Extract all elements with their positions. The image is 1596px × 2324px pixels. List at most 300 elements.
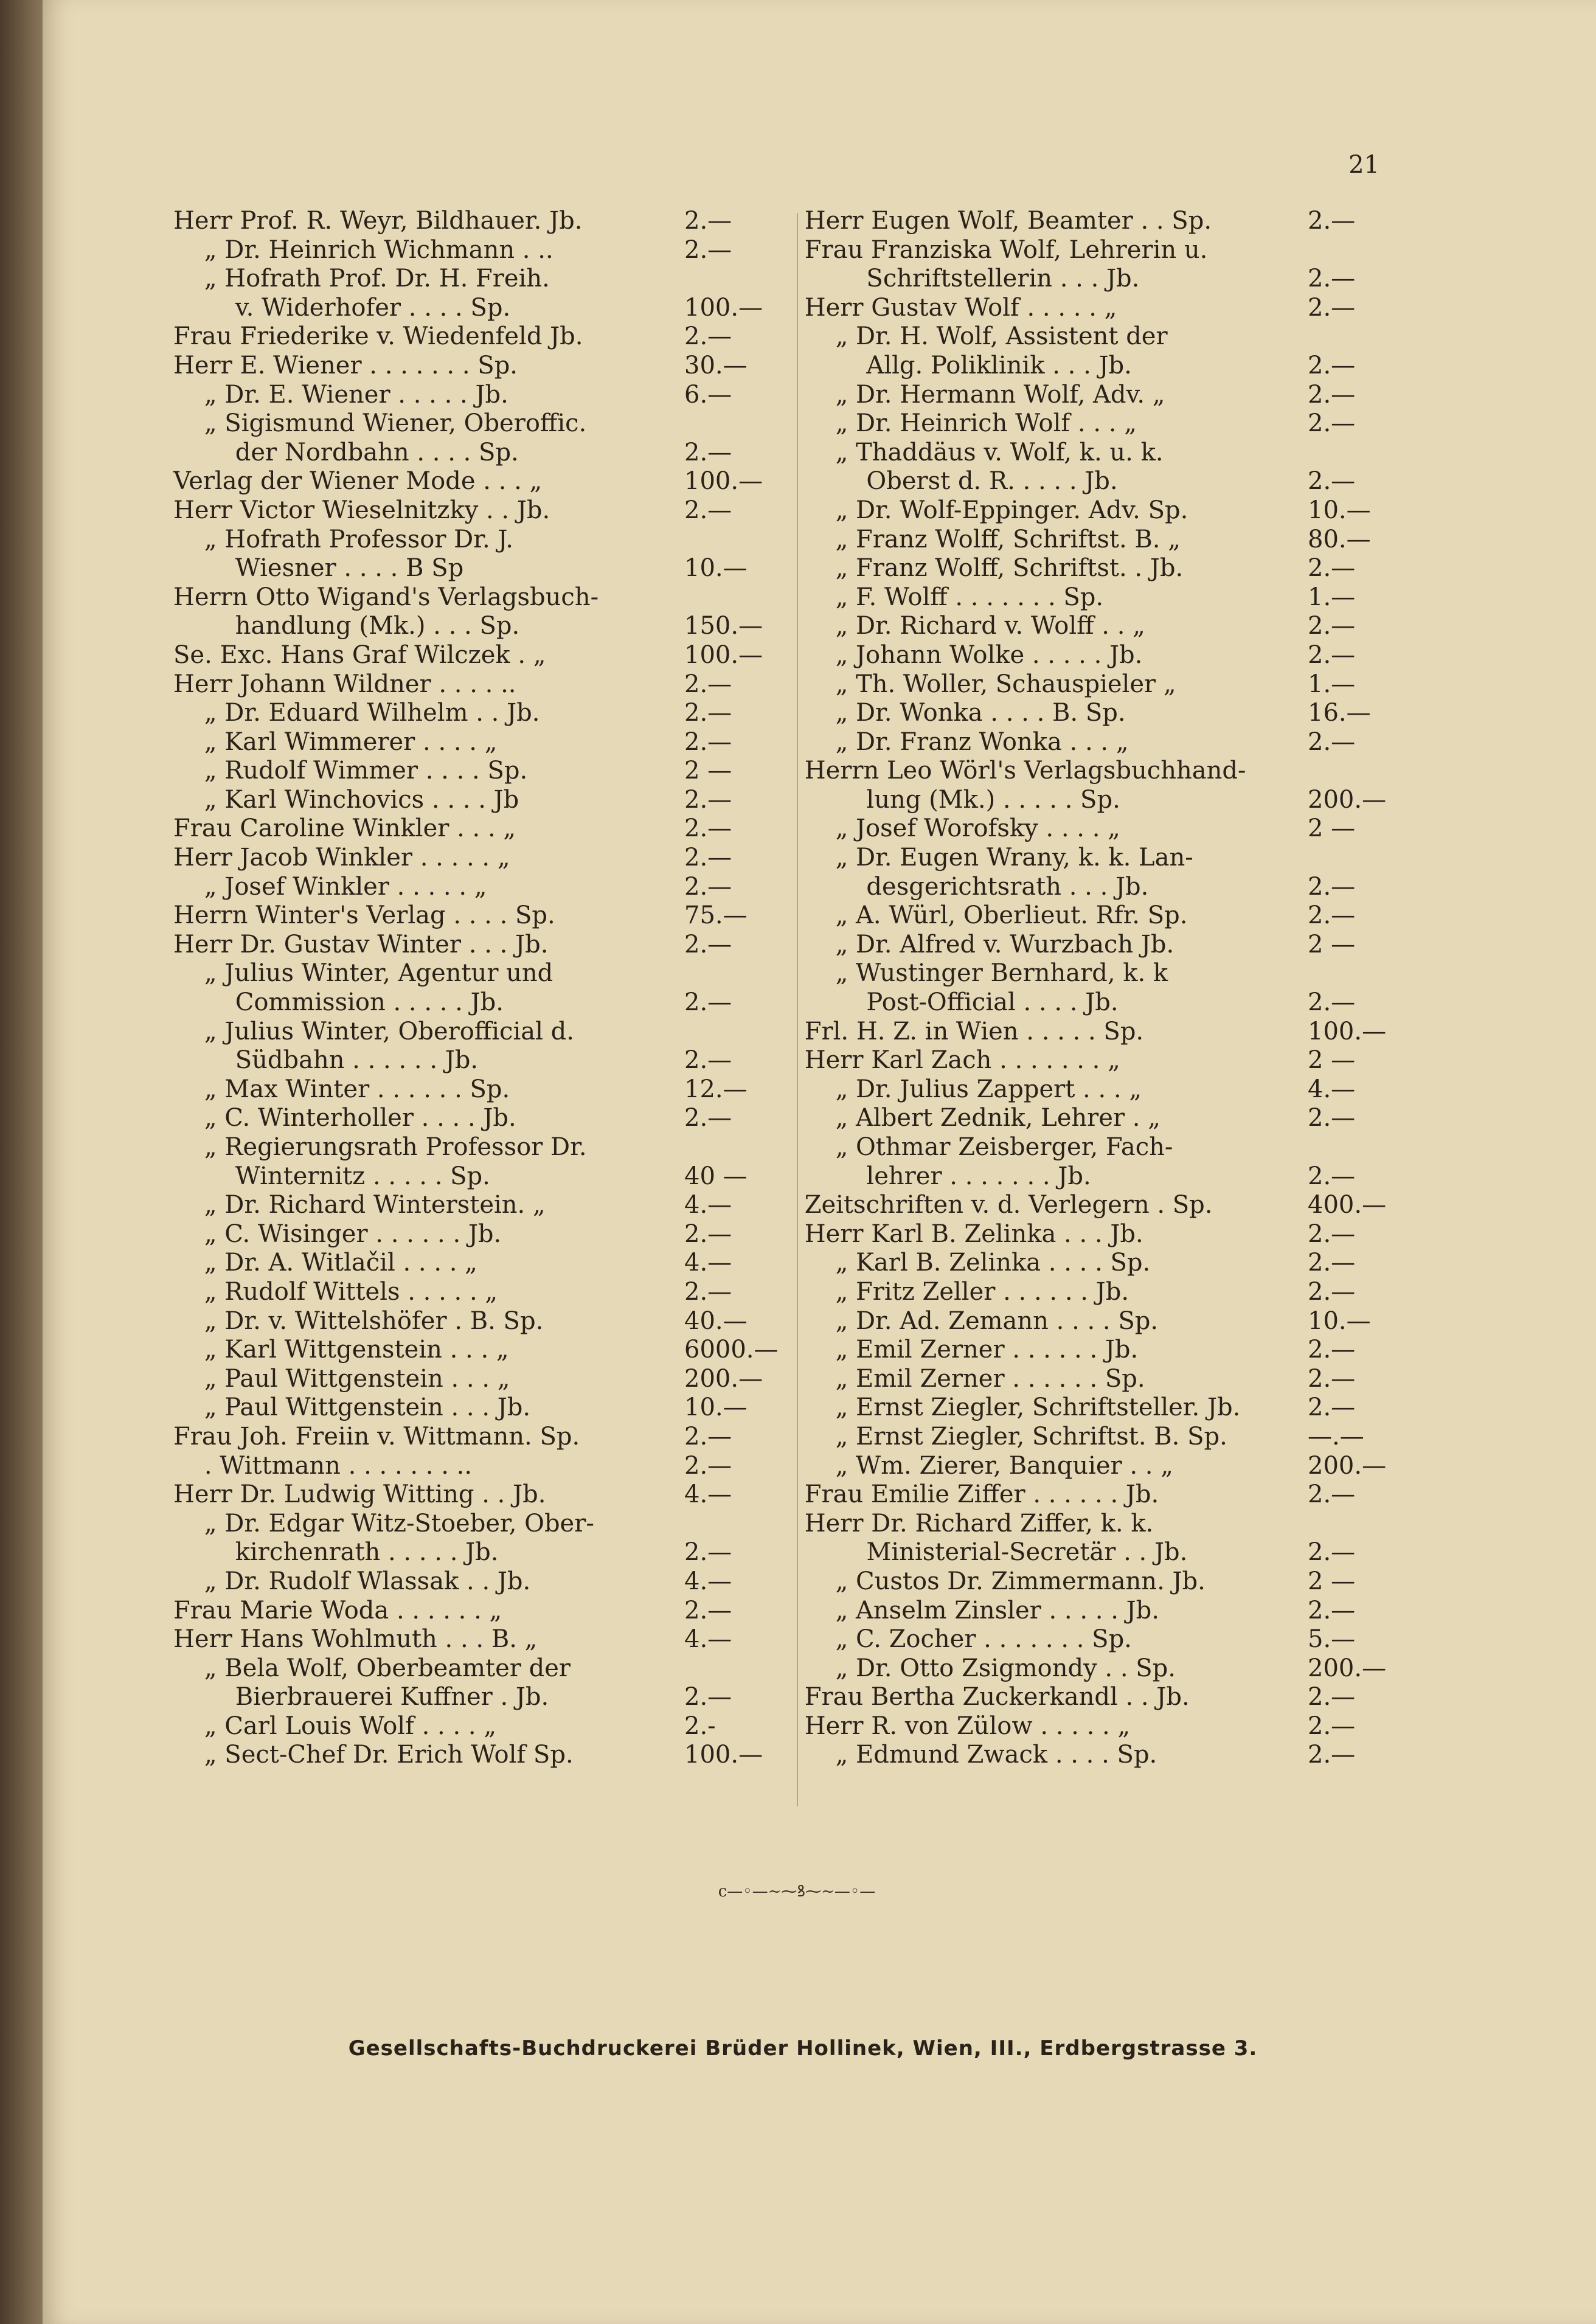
donor-name: „ Emil Zerner . . . . . . Jb.	[797, 1336, 1139, 1364]
list-entry	[173, 988, 782, 1018]
left-column	[173, 207, 782, 1770]
donation-amount: 40 —	[684, 1162, 748, 1190]
list-entry	[173, 1597, 782, 1626]
list-entry	[173, 1191, 782, 1220]
list-entry	[797, 1712, 1405, 1741]
list-entry	[173, 1654, 782, 1684]
donor-name: Zeitschriften v. d. Verlegern . Sp.	[797, 1191, 1213, 1219]
list-entry	[797, 1567, 1405, 1597]
list-entry	[797, 1480, 1405, 1510]
donor-name: „ Karl Wittgenstein . . . „	[173, 1336, 509, 1364]
donor-name: „ Dr. Hermann Wolf, Adv. „	[797, 380, 1165, 409]
donation-amount: 2.—	[1308, 1741, 1356, 1769]
donation-amount: 80.—	[1308, 525, 1371, 553]
donor-name: „ Sect-Chef Dr. Erich Wolf Sp.	[173, 1741, 574, 1769]
ornament-divider	[669, 1882, 925, 1901]
donor-name: Herr Karl B. Zelinka . . . Jb.	[797, 1219, 1143, 1248]
donation-amount: 200.—	[1308, 1451, 1387, 1480]
list-entry	[173, 294, 782, 323]
donor-name: „ Rudolf Wittels . . . . . „	[173, 1277, 498, 1306]
list-entry	[173, 1538, 782, 1567]
donation-amount: 200.—	[1308, 1654, 1387, 1682]
donor-name: Herr Gustav Wolf . . . . . „	[797, 293, 1117, 322]
donor-name: „ Franz Wolff, Schriftst. B. „	[797, 525, 1181, 553]
donation-amount: 2.—	[1308, 872, 1356, 901]
list-entry	[173, 901, 782, 931]
list-entry	[173, 641, 782, 670]
list-entry	[797, 352, 1405, 381]
donor-name: „ Dr. E. Wiener . . . . . Jb.	[173, 380, 508, 409]
list-entry	[173, 1423, 782, 1452]
donor-name: lung (Mk.) . . . . . Sp.	[797, 785, 1120, 814]
donor-name: Herrn Winter's Verlag . . . . Sp.	[173, 901, 555, 930]
list-entry	[797, 381, 1405, 410]
donor-name: „ Dr. Otto Zsigmondy . . Sp.	[797, 1654, 1176, 1682]
list-entry	[797, 1393, 1405, 1423]
list-entry	[797, 1191, 1405, 1220]
donor-name: Frau Caroline Winkler . . . „	[173, 814, 516, 843]
list-entry	[797, 207, 1405, 236]
donation-amount: 2.—	[1308, 1336, 1356, 1364]
donation-amount: 4.—	[1308, 1075, 1356, 1103]
list-entry	[173, 1567, 782, 1597]
donation-amount: 5.—	[1308, 1625, 1356, 1654]
book-gutter	[0, 0, 43, 2324]
donor-name: Herr Johann Wildner . . . . ..	[173, 670, 516, 698]
donor-name: Herr Eugen Wolf, Beamter . . Sp.	[797, 207, 1212, 235]
list-entry	[797, 844, 1405, 873]
list-entry	[173, 1452, 782, 1481]
donation-amount: 2.—	[1308, 1712, 1356, 1740]
donor-name: „ Dr. Julius Zappert . . . „	[797, 1075, 1142, 1103]
list-entry	[797, 1741, 1405, 1770]
donation-amount: 4.—	[684, 1625, 732, 1654]
donation-amount: 2.—	[1308, 901, 1356, 930]
donor-name: „ Wustinger Bernhard, k. k	[797, 959, 1168, 988]
donation-amount: 2.—	[684, 1538, 732, 1567]
donation-amount: 2.—	[1308, 612, 1356, 640]
donor-name: Verlag der Wiener Mode . . . „	[173, 467, 543, 496]
donation-amount: 2.—	[1308, 1249, 1356, 1277]
list-entry	[797, 409, 1405, 439]
donation-amount: 2 —	[1308, 1567, 1356, 1595]
donor-name: Wiesner . . . . B Sp	[173, 554, 464, 583]
donation-amount: 2.—	[684, 727, 732, 756]
list-entry	[173, 1625, 782, 1654]
donor-name: Herr Dr. Richard Ziffer, k. k.	[797, 1509, 1154, 1538]
donation-amount: 2.—	[1308, 1393, 1356, 1422]
donation-amount: 6.—	[684, 380, 732, 409]
donor-name: „ Ernst Ziegler, Schriftst. B. Sp.	[797, 1422, 1227, 1451]
printer-imprint: Gesellschafts-Buchdruckerei Brüder Hollinek, Wien, III., Erdbergstrasse 3.	[348, 2036, 1258, 2061]
donor-name: Frau Marie Woda . . . . . . „	[173, 1596, 502, 1625]
list-entry	[173, 1249, 782, 1278]
list-entry	[173, 670, 782, 699]
donor-name: „ Albert Zednik, Lehrer . „	[797, 1104, 1161, 1133]
donor-name: „ Johann Wolke . . . . . Jb.	[797, 640, 1143, 669]
donor-name: Herrn Leo Wörl's Verlagsbuchhand-	[797, 757, 1246, 785]
list-entry	[797, 294, 1405, 323]
donor-name: „ Fritz Zeller . . . . . . Jb.	[797, 1277, 1129, 1306]
list-entry	[173, 959, 782, 988]
donor-name: „ Anselm Zinsler . . . . . Jb.	[797, 1596, 1159, 1625]
donation-amount: 400.—	[1308, 1191, 1387, 1219]
list-entry	[797, 699, 1405, 728]
donation-amount: 2 —	[1308, 814, 1356, 843]
donor-name: „ Dr. Franz Wonka . . . „	[797, 727, 1129, 756]
donation-amount: 30.—	[684, 351, 748, 380]
donor-name: „ Max Winter . . . . . . Sp.	[173, 1075, 510, 1103]
donor-name: „ Carl Louis Wolf . . . . „	[173, 1712, 497, 1740]
donation-amount: 2.—	[684, 438, 732, 467]
list-entry	[797, 1365, 1405, 1394]
list-entry	[173, 1741, 782, 1770]
list-entry	[173, 409, 782, 439]
donor-name: Herr R. von Zülow . . . . . „	[797, 1712, 1131, 1740]
donor-name: „ Josef Worofsky . . . . „	[797, 814, 1120, 843]
donation-amount: 2.—	[684, 496, 732, 524]
donor-name: desgerichtsrath . . . Jb.	[797, 872, 1149, 901]
donor-name: „ Edmund Zwack . . . . Sp.	[797, 1741, 1157, 1769]
donation-amount: 4.—	[684, 1480, 732, 1509]
list-entry	[797, 236, 1405, 265]
donor-name: „ Custos Dr. Zimmermann. Jb.	[797, 1567, 1206, 1595]
donation-amount: 2.—	[684, 1596, 732, 1625]
donor-name: „ Emil Zerner . . . . . . Sp.	[797, 1364, 1145, 1393]
donor-name: der Nordbahn . . . . Sp.	[173, 438, 519, 467]
donation-amount: 2.—	[1308, 1596, 1356, 1625]
donation-amount: 2 —	[684, 757, 732, 785]
donation-amount: 1.—	[1308, 670, 1356, 698]
list-entry	[173, 496, 782, 526]
donor-name: „ Dr. Heinrich Wolf . . . „	[797, 409, 1137, 438]
list-entry	[797, 814, 1405, 844]
donation-amount: 2.—	[1308, 727, 1356, 756]
donation-amount: 2.—	[684, 1219, 732, 1248]
donor-name: „ Thaddäus v. Wolf, k. u. k.	[797, 438, 1164, 467]
list-entry	[173, 931, 782, 960]
list-entry	[797, 1046, 1405, 1075]
donor-name: „ Franz Wolff, Schriftst. . Jb.	[797, 554, 1184, 583]
donation-amount: 10.—	[684, 554, 748, 583]
donor-name: Bierbrauerei Kuffner . Jb.	[173, 1683, 549, 1712]
donor-name: „ Dr. Edgar Witz-Stoeber, Ober-	[173, 1509, 594, 1538]
list-entry	[797, 554, 1405, 583]
donation-amount: 100.—	[1308, 1017, 1387, 1046]
donor-name: „ C. Wisinger . . . . . . Jb.	[173, 1219, 502, 1248]
list-entry	[797, 322, 1405, 352]
donor-name: „ Dr. Alfred v. Wurzbach Jb.	[797, 930, 1174, 959]
list-entry	[173, 1220, 782, 1249]
donor-name: „ F. Wolff . . . . . . . Sp.	[797, 583, 1104, 611]
donor-name: „ Dr. Wonka . . . . B. Sp.	[797, 699, 1126, 727]
donation-amount: 2.—	[684, 930, 732, 959]
list-entry	[173, 265, 782, 294]
list-entry	[173, 554, 782, 583]
donor-name: Frau Franziska Wolf, Lehrerin u.	[797, 235, 1208, 264]
donor-name: „ A. Würl, Oberlieut. Rfr. Sp.	[797, 901, 1188, 930]
donation-amount: 2.—	[1308, 1219, 1356, 1248]
donor-name: „ Dr. Richard Winterstein. „	[173, 1191, 546, 1219]
donation-amount: 2.—	[1308, 409, 1356, 438]
donation-amount: 2.—	[684, 322, 732, 351]
donation-amount: 10.—	[684, 1393, 748, 1422]
list-entry	[797, 1278, 1405, 1307]
list-entry	[797, 757, 1405, 786]
donation-amount: 100.—	[684, 467, 763, 496]
donor-name: . Wittmann . . . . . . . ..	[173, 1451, 473, 1480]
donor-name: „ Julius Winter, Agentur und	[173, 959, 553, 988]
donation-amount: 2.—	[684, 207, 732, 235]
donation-amount: 12.—	[684, 1075, 748, 1103]
list-entry	[173, 1104, 782, 1133]
list-entry	[797, 1452, 1405, 1481]
donor-name: „ Ernst Ziegler, Schriftsteller. Jb.	[797, 1393, 1241, 1422]
list-entry	[797, 496, 1405, 526]
list-entry	[797, 1075, 1405, 1105]
list-entry	[173, 1018, 782, 1047]
list-entry	[797, 1249, 1405, 1278]
donor-name: „ C. Winterholler . . . . Jb.	[173, 1104, 516, 1133]
list-entry	[797, 1510, 1405, 1539]
list-entry	[797, 1307, 1405, 1336]
donation-amount: —.—	[1308, 1422, 1364, 1451]
list-entry	[173, 381, 782, 410]
list-entry	[173, 814, 782, 844]
donation-amount: 40.—	[684, 1306, 748, 1335]
list-entry	[173, 1162, 782, 1191]
donor-name: „ Dr. H. Wolf, Assistent der	[797, 322, 1168, 351]
donor-name: „ Karl B. Zelinka . . . . Sp.	[797, 1249, 1151, 1277]
donation-amount: 4.—	[684, 1191, 732, 1219]
list-entry	[797, 670, 1405, 699]
donor-name: „ Dr. Wolf-Eppinger. Adv. Sp.	[797, 496, 1188, 524]
donation-amount: 10.—	[1308, 496, 1371, 524]
donor-name: „ Karl Winchovics . . . . Jb	[173, 785, 519, 814]
donation-amount: 2.—	[1308, 1683, 1356, 1712]
donor-name: „ Paul Wittgenstein . . . „	[173, 1364, 510, 1393]
list-entry	[797, 265, 1405, 294]
donation-amount: 2.—	[684, 988, 732, 1017]
donation-amount: 2.—	[1308, 265, 1356, 293]
donor-name: „ Bela Wolf, Oberbeamter der	[173, 1654, 571, 1682]
donor-name: v. Widerhofer . . . . Sp.	[173, 293, 511, 322]
donation-amount: 2.—	[684, 785, 732, 814]
list-entry	[173, 207, 782, 236]
donor-name: „ Hofrath Professor Dr. J.	[173, 525, 514, 553]
donor-name: „ Othmar Zeisberger, Fach-	[797, 1133, 1173, 1161]
list-entry	[173, 1365, 782, 1394]
list-entry	[797, 728, 1405, 757]
right-column	[797, 207, 1405, 1770]
donor-name: Frau Joh. Freiin v. Wittmann. Sp.	[173, 1422, 580, 1451]
donor-name: „ Wm. Zierer, Banquier . . „	[797, 1451, 1173, 1480]
donor-name: Frau Emilie Ziffer . . . . . . Jb.	[797, 1480, 1159, 1509]
donation-amount: 200.—	[684, 1364, 763, 1393]
list-entry	[173, 1307, 782, 1336]
list-entry	[173, 236, 782, 265]
list-entry	[173, 1510, 782, 1539]
list-entry	[797, 988, 1405, 1018]
list-entry	[173, 1336, 782, 1365]
list-entry	[797, 1133, 1405, 1162]
donation-amount: 2.—	[684, 1422, 732, 1451]
list-entry	[173, 699, 782, 728]
list-entry	[797, 1683, 1405, 1712]
list-entry	[173, 1393, 782, 1423]
list-entry	[797, 931, 1405, 960]
list-entry	[797, 1104, 1405, 1133]
donation-amount: 2.—	[684, 1277, 732, 1306]
list-entry	[797, 526, 1405, 555]
list-entry	[797, 1625, 1405, 1654]
donation-amount: 1.—	[1308, 583, 1356, 611]
list-entry	[797, 612, 1405, 641]
list-entry	[173, 728, 782, 757]
donation-amount: 2.—	[684, 1104, 732, 1133]
donation-amount: 2.—	[684, 235, 732, 264]
list-entry	[797, 1018, 1405, 1047]
donor-name: „ Dr. v. Wittelshöfer . B. Sp.	[173, 1306, 544, 1335]
list-entry	[797, 1423, 1405, 1452]
donation-amount: 150.—	[684, 612, 763, 640]
donation-amount: 75.—	[684, 901, 748, 930]
donor-name: „ Dr. Ad. Zemann . . . . Sp.	[797, 1306, 1159, 1335]
list-entry	[173, 352, 782, 381]
donation-amount: 2.—	[1308, 293, 1356, 322]
donation-amount: 2.—	[1308, 1538, 1356, 1567]
donation-amount: 16.—	[1308, 699, 1371, 727]
donation-amount: 2.—	[684, 872, 732, 901]
donor-name: „ Dr. Eduard Wilhelm . . Jb.	[173, 699, 540, 727]
list-entry	[797, 1538, 1405, 1567]
donor-name: Herrn Otto Wigand's Verlagsbuch-	[173, 583, 599, 611]
list-entry	[173, 612, 782, 641]
donor-name: „ Regierungsrath Professor Dr.	[173, 1133, 587, 1161]
list-entry	[173, 1480, 782, 1510]
donor-name: Schriftstellerin . . . Jb.	[797, 265, 1140, 293]
donor-name: Frau Bertha Zuckerkandl . . Jb.	[797, 1683, 1190, 1712]
list-entry	[173, 322, 782, 352]
list-entry	[173, 1133, 782, 1162]
donor-name: Herr Victor Wieselnitzky . . Jb.	[173, 496, 550, 524]
list-entry	[797, 439, 1405, 468]
list-entry	[797, 1336, 1405, 1365]
donor-name: „ Dr. Rudolf Wlassak . . Jb.	[173, 1567, 531, 1595]
list-entry	[173, 1075, 782, 1105]
donation-amount: 2 —	[1308, 930, 1356, 959]
donation-amount: 2.—	[1308, 351, 1356, 380]
list-entry	[173, 1683, 782, 1712]
donation-amount: 2.—	[684, 844, 732, 872]
list-entry	[797, 786, 1405, 815]
donor-name: Frau Friederike v. Wiedenfeld Jb.	[173, 322, 583, 351]
donation-amount: 6000.—	[684, 1336, 779, 1364]
donation-amount: 2.—	[684, 1046, 732, 1075]
list-entry	[797, 1597, 1405, 1626]
donor-name: Frl. H. Z. in Wien . . . . . Sp.	[797, 1017, 1144, 1046]
list-entry	[797, 583, 1405, 612]
list-entry	[173, 526, 782, 555]
donor-name: Oberst d. R. . . . . Jb.	[797, 467, 1118, 496]
donation-amount: 2.—	[1308, 1480, 1356, 1509]
list-entry	[797, 959, 1405, 988]
page-number: 21	[1348, 151, 1379, 179]
list-entry	[173, 1046, 782, 1075]
donation-amount: 2.—	[684, 670, 732, 698]
donor-name: „ Hofrath Prof. Dr. H. Freih.	[173, 265, 550, 293]
donor-name: Herr Hans Wohlmuth . . . B. „	[173, 1625, 538, 1654]
donation-amount: 2.—	[1308, 640, 1356, 669]
donation-amount: 2.—	[1308, 1277, 1356, 1306]
donor-name: Winternitz . . . . . Sp.	[173, 1162, 490, 1190]
donation-amount: 2.—	[1308, 1364, 1356, 1393]
list-entry	[797, 641, 1405, 670]
list-entry	[173, 844, 782, 873]
donation-amount: 2 —	[1308, 1046, 1356, 1075]
donor-name: Commission . . . . . Jb.	[173, 988, 504, 1017]
donation-amount: 4.—	[684, 1567, 732, 1595]
donor-name: „ Dr. A. Witlačil . . . . „	[173, 1249, 477, 1277]
donation-amount: 100.—	[684, 293, 763, 322]
donor-name: „ C. Zocher . . . . . . . Sp.	[797, 1625, 1132, 1654]
donation-amount: 2.—	[1308, 1104, 1356, 1133]
list-entry	[173, 439, 782, 468]
list-entry	[797, 901, 1405, 931]
donor-name: Se. Exc. Hans Graf Wilczek . „	[173, 640, 546, 669]
donation-amount: 2.—	[1308, 207, 1356, 235]
donor-name: Post-Official . . . . Jb.	[797, 988, 1119, 1017]
donation-amount: 2.—	[684, 1683, 732, 1712]
list-entry	[797, 1162, 1405, 1191]
donation-amount: 100.—	[684, 640, 763, 669]
donation-amount: 2.-	[684, 1712, 716, 1740]
donor-name: kirchenrath . . . . . Jb.	[173, 1538, 499, 1567]
donation-amount: 100.—	[684, 1741, 763, 1769]
list-entry	[173, 873, 782, 902]
donor-name: handlung (Mk.) . . . Sp.	[173, 612, 520, 640]
ornament-glyphs: c—◦—~⁓ꝸ⁓~—◦—	[718, 1882, 876, 1901]
donor-name: „ Josef Winkler . . . . . „	[173, 872, 487, 901]
donor-name: „ Sigismund Wiener, Oberoffic.	[173, 409, 587, 438]
list-entry	[173, 583, 782, 612]
donor-name: „ Dr. Richard v. Wolff . . „	[797, 612, 1145, 640]
list-entry	[173, 786, 782, 815]
donation-amount: 2.—	[684, 814, 732, 843]
list-entry	[173, 467, 782, 496]
donor-name: Herr Prof. R. Weyr, Bildhauer. Jb.	[173, 207, 583, 235]
donor-name: Südbahn . . . . . . Jb.	[173, 1046, 479, 1075]
donation-amount: 2.—	[1308, 988, 1356, 1017]
donation-amount: 2.—	[684, 699, 732, 727]
donor-name: Herr Dr. Ludwig Witting . . Jb.	[173, 1480, 546, 1509]
donation-amount: 2.—	[1308, 1162, 1356, 1190]
donor-name: Herr Jacob Winkler . . . . . „	[173, 844, 510, 872]
donor-name: Allg. Poliklinik . . . Jb.	[797, 351, 1132, 380]
donation-amount: 2.—	[684, 1451, 732, 1480]
donor-name: „ Th. Woller, Schauspieler „	[797, 670, 1176, 698]
list-entry	[797, 1654, 1405, 1684]
donor-name: „ Julius Winter, Oberofficial d.	[173, 1017, 574, 1046]
donor-name: „ Dr. Heinrich Wichmann . ..	[173, 235, 553, 264]
donor-name: Herr Dr. Gustav Winter . . . Jb.	[173, 930, 549, 959]
donation-amount: 4.—	[684, 1249, 732, 1277]
donation-amount: 2.—	[1308, 467, 1356, 496]
donor-name: „ Dr. Eugen Wrany, k. k. Lan-	[797, 844, 1193, 872]
donor-name: Ministerial-Secretär . . Jb.	[797, 1538, 1188, 1567]
donor-name: Herr E. Wiener . . . . . . . Sp.	[173, 351, 518, 380]
donation-amount: 2.—	[1308, 554, 1356, 583]
